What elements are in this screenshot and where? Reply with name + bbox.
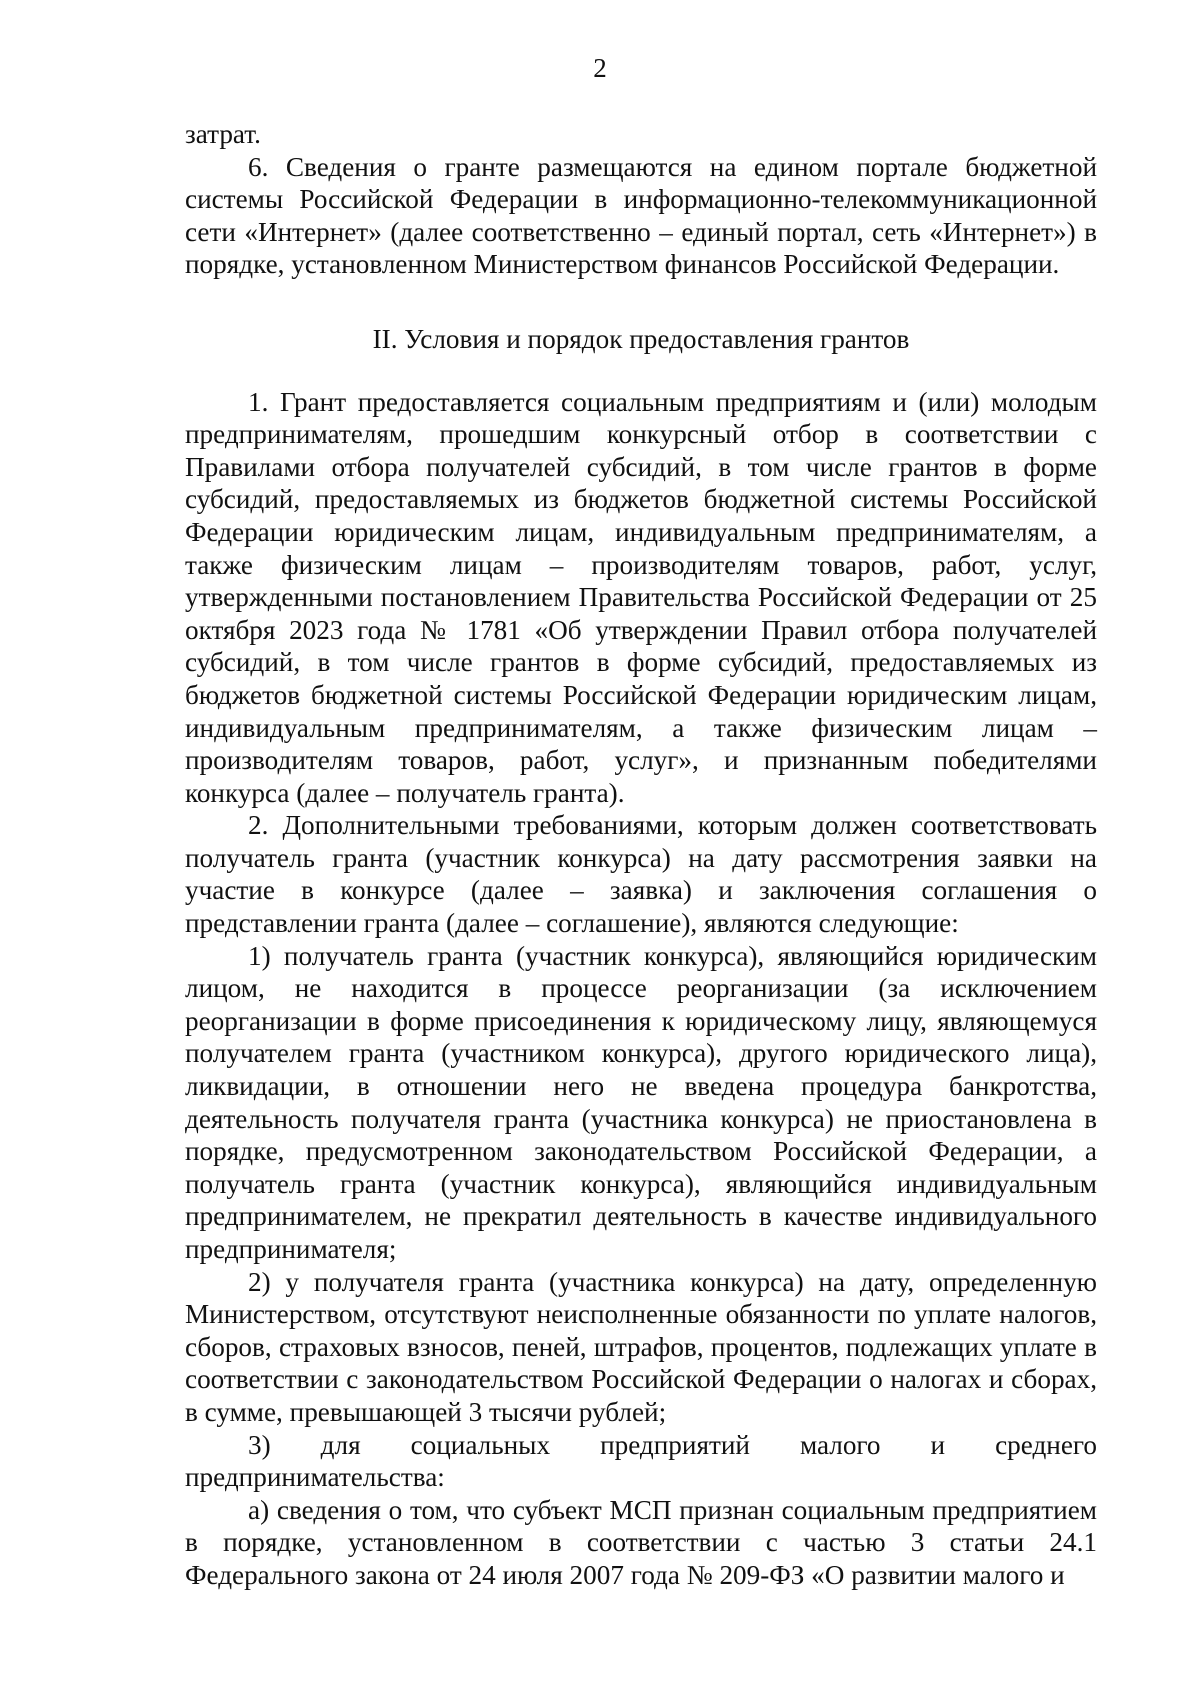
paragraph-subitem-2: 2) у получателя гранта (участника конкурса) на дату, определенную Министерством, отсутствуют неисполненные обязанности по уплате налогов, сборов, страховых взносов, пеней, штрафов, процентов, подлежащих уплате в соответствии с законодательством Российской Федерации о налогах и сборах, в сумме, превышающей 3 тысячи рублей; bbox=[185, 1266, 1097, 1427]
paragraph-continuation: затрат. bbox=[185, 119, 261, 149]
paragraph-item-1: 1. Грант предоставляется социальным предприятиям и (или) молодым предпринимателям, прошедшим конкурсный отбор в соответствии с Правилами отбора получателей субсидий, в том числе грантов в форме субсидий, предоставляемых из бюджетов бюджетной системы Российской Федерации юридическим лицам, индивидуальным предпринимателям, а также физическим лицам – производителям товаров, работ, услуг, утвержденными постановлением Правительства Российской Федерации от 25 октября 2023 года № 1781 «Об утверждении Правил отбора получателей субсидий, в том числе грантов в форме субсидий, предоставляемых из бюджетов бюджетной системы Российской Федерации юридическим лицам, индивидуальным предпринимателям, а также физическим лицам – производителям товаров, работ, услуг», и признанным победителями конкурса (далее – получатель гранта). bbox=[185, 386, 1097, 808]
paragraph-subitem-a: а) сведения о том, что субъект МСП признан социальным предприятием в порядке, установленном в соответствии с частью 3 статьи 24.1 Федерального закона от 24 июля 2007 года № 209-ФЗ «О развитии малого и bbox=[185, 1494, 1097, 1590]
paragraph-subitem-3: 3) для социальных предприятий малого и среднего предпринимательства: bbox=[185, 1429, 1097, 1493]
paragraph-subitem-1: 1) получатель гранта (участник конкурса), являющийся юридическим лицом, не находится в процессе реорганизации (за исключением реорганизации в форме присоединения к юридическому лицу, являющемуся получателем гранта (участником конкурса), другого юридического лица), ликвидации, в отношении него не введена процедура банкротства, деятельность получателя гранта (участника конкурса) не приостановлена в порядке, предусмотренном законодательством Российской Федерации, а получатель гранта (участник конкурса), являющийся индивидуальным предпринимателем, не прекратил деятельность в качестве индивидуального предпринимателя; bbox=[185, 940, 1097, 1264]
section-heading: II. Условия и порядок предоставления грантов bbox=[372, 323, 910, 354]
body-text bbox=[185, 118, 1097, 1592]
page-number: 2 bbox=[593, 53, 607, 83]
paragraph-item-2: 2. Дополнительными требованиями, которым должен соответствовать получатель гранта (участник конкурса) на дату рассмотрения заявки на участие в конкурсе (далее – заявка) и заключения соглашения о представлении гранта (далее – соглашение), являются следующие: bbox=[185, 810, 1097, 939]
paragraph-item-6: 6. Сведения о гранте размещаются на едином портале бюджетной системы Российской Федерации в информационно-телекоммуникационной сети «Интернет» (далее соответственно – единый портал, сеть «Интернет») в порядке, установленном Министерством финансов Российской Федерации. bbox=[185, 151, 1097, 280]
